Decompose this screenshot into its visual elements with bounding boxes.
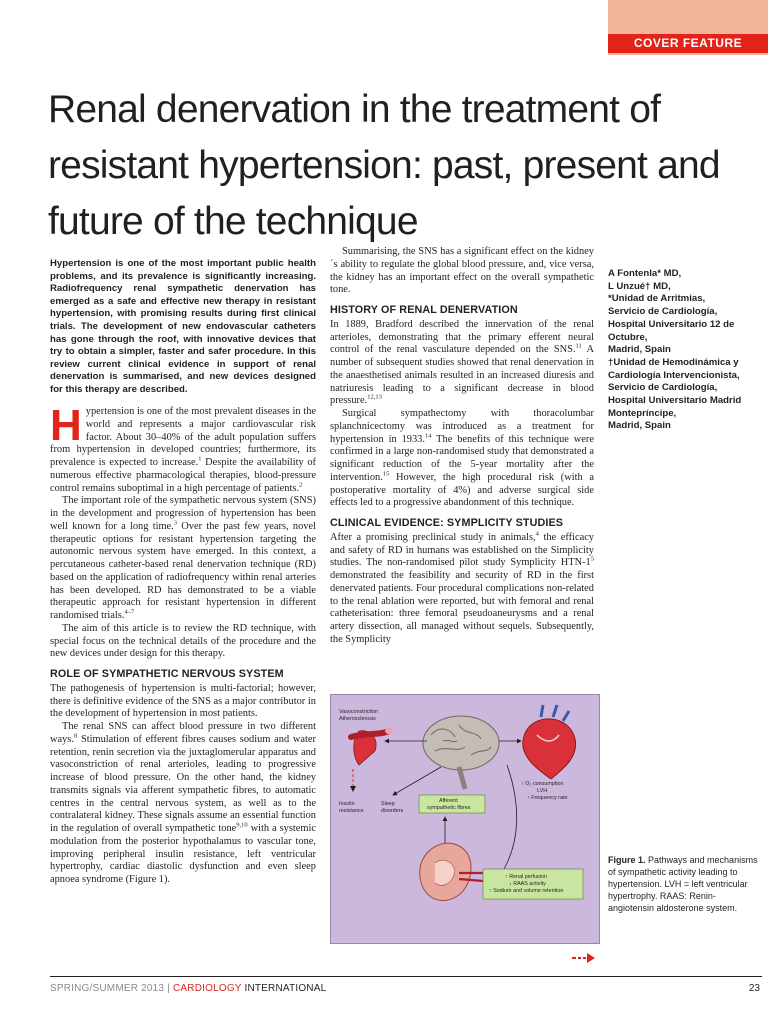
label-raas-activity: ↓ RAAS activity — [509, 881, 546, 887]
reference-marker: 4–7 — [124, 608, 135, 616]
reference-marker: 15 — [382, 470, 390, 478]
text-run: Surgical sympathectomy with thoracolumbar splanchnicectomy was introduced as a treatment for hypertension in 1933. — [330, 408, 594, 445]
summary-paragraph: Summarising, the SNS has a significant effect on the kidney´s ability to regulate the global blood pressure, and, vice versa, the kidney has an important effect on the overall sympathetic tone. — [330, 246, 594, 296]
drop-cap: H — [50, 401, 82, 450]
reference-marker: 1 — [198, 455, 202, 463]
caption-label: Figure 1. — [608, 855, 646, 865]
author-line: Servicio de Cardiología, — [608, 306, 718, 318]
reference-marker: 3 — [173, 519, 178, 527]
kidney-illustration — [420, 843, 483, 900]
history-paragraph-1 — [330, 319, 594, 408]
text-run: with a systemic modulation from the posterior hypothalamus to vascular tone, improving peripheral insulin resistance, left ventricular hypertrophy, cardiac diastolic dysfunction and even sleep apnoea syndrome (Figure 1). — [50, 823, 316, 885]
section-heading-clinical: CLINICAL EVIDENCE: SYMPLICITY STUDIES — [330, 517, 564, 529]
page-number: 23 — [748, 983, 760, 994]
reference-marker: 12,13 — [367, 393, 382, 401]
author-line: Hospital Universitario Madrid — [608, 395, 742, 407]
reference-marker: 2 — [299, 481, 303, 489]
section-heading-history: HISTORY OF RENAL DENERVATION — [330, 304, 518, 316]
author-line: Hospital Universitario 12 de — [608, 318, 735, 330]
brand-international: INTERNATIONAL — [241, 983, 327, 994]
label-resistance: resistance — [339, 808, 364, 814]
reference-marker: 5 — [590, 555, 594, 563]
footer-separator: | — [167, 983, 170, 994]
author-line: L Unzué† MD, — [608, 280, 671, 292]
artery-illustration — [351, 728, 393, 765]
author-affiliations — [608, 268, 758, 433]
figure-1 — [330, 694, 600, 944]
label-sleep: Sleep — [381, 801, 395, 807]
footer-rule — [50, 976, 762, 977]
text-run: The important role of the sympathetic nervous system (SNS) in the development and progression of hypertension has been well known for a long time. — [50, 495, 316, 532]
text-run: demonstrated the feasibility and security of RD in the first denervated patients. Four procedural complications non-related to the renal ablation were reported, but with femoral and renal catheterisation: three femoral pseudoaneurysms and a renal artery dissection, all managed without sequels. Subsequently, the Symplicity — [330, 570, 594, 645]
body-column-1 — [50, 401, 316, 887]
issue-label: SPRING/SUMMER 2013 — [50, 983, 165, 994]
author-line: Cardiología Intervencionista, — [608, 369, 740, 381]
reference-marker: 8 — [73, 732, 78, 740]
section-label: COVER FEATURE — [633, 36, 743, 50]
text-run: A number of subsequent studies showed that renal denervation in the anaesthetised animals resulted in an increased diuresis and natriuresis leading to a significant decrease in blood pressure. — [330, 344, 594, 407]
label-disorders: disorders — [381, 808, 404, 814]
author-line: *Unidad de Arritmias, — [608, 293, 706, 305]
continue-arrow-icon — [572, 952, 596, 964]
label-sodium-retention: ↑ Sodium and volume retention — [489, 888, 564, 894]
label-renal-perfusion: ↑ Renal perfusion — [505, 874, 547, 880]
text-run: the efficacy and safety of RD in humans was established on the Simplicity studies. The non-randomised pilot study Symplicity HTN-1 — [330, 531, 595, 569]
intro-paragraph-3: The aim of this article is to review the RD technique, with special focus on the technical details of the procedure and the new devices under design for this therapy. — [50, 622, 316, 660]
text-run: Despite the availability of numerous effective pharmacological therapies, blood-pressure control remains suboptimal in a high percentage of patients. — [50, 457, 316, 494]
author-line: Servicio de Cardiología, — [608, 382, 718, 394]
text-run: The renal SNS can affect blood pressure in two different ways. — [50, 721, 316, 745]
author-line: Madrid, Spain — [608, 344, 671, 356]
author-line: Octubre, — [608, 331, 648, 343]
text-run: In 1889, Bradford described the innervation of the renal arterioles, demonstrating that the primary efferent neural control of the renal vasculature depended on the SNS. — [330, 318, 594, 356]
label-atherosclerosis: Atherosclerosis — [339, 716, 376, 722]
heart-illustration — [523, 705, 576, 779]
sns-paragraph-1: The pathogenesis of hypertension is multi-factorial; however, there is definitive evidence of the SNS as a major contributor in the development of hypertension in most patients. — [50, 682, 316, 720]
figure-diagram — [331, 695, 599, 943]
reference-marker: 4 — [535, 530, 539, 538]
label-o2-consumption: ↑ O₂ consumption — [521, 781, 564, 787]
text-run: Stimulation of efferent fibres causes sodium and water retention, renin secretion via the juxtaglomerular apparatus and vasoconstriction of renal arterioles, leading to progressive increase of blood pressure. On the other hand, the kidney transmits signals via afferent sympathetic fibres, to automatic centres in the central nervous system, as well as to the contralateral kidney. These signals assume an essential function in the regulation of overall sympathetic tone — [50, 733, 316, 834]
reference-marker: 11 — [575, 342, 582, 350]
section-heading-sns: ROLE OF SYMPATHETIC NERVOUS SYSTEM — [50, 668, 284, 680]
author-line: A Fontenla* MD, — [608, 268, 682, 279]
author-line: †Unidad de Hemodinámica y — [608, 356, 739, 368]
text-run: Over the past few years, novel therapeutic options for resistant hypertension targeting the autonomic nervous system have emerged. In this context, a percutaneous catheter-based renal denervation technique (RD) based on the application of radiofrequency within renal arteries has been developed. RD has demonstrated to be a viable therapeutic approach for resistant hypertension in different randomised trials. — [50, 520, 316, 621]
history-paragraph-2 — [330, 408, 594, 510]
text-run: After a promising preclinical study in animals, — [330, 531, 536, 543]
label-vasoconstriction: Vasoconstriction — [339, 709, 379, 715]
text-run: However, the high procedural risk (with a postoperative mortality of 4%) and adverse surgical side effects led to a progressive abandonment of this technique. — [330, 471, 594, 509]
abstract: Hypertension is one of the most important public health problems, and its prevalence is significantly increasing. Radiofrequency renal sympathetic denervation has emerged as a safe and effective new therapy in resistant hypertension, with promising results during first clinical trials. The development of new endovascular catheters has gone through the roof, with innovative devices that try to obtain a simpler, faster and safer procedure. In this review current clinical evidence in support of renal denervation is summarised, and new devices designed for this therapy are described. — [50, 258, 316, 395]
label-lvh: LVH — [537, 788, 548, 794]
reference-marker: 9,10 — [236, 821, 248, 829]
sns-paragraph-2 — [50, 721, 316, 887]
intro-paragraph-1 — [50, 401, 316, 495]
text-run: The benefits of this technique were confirmed in a large non-randomised study that demonstrated a significant reduction of the 5-year mortality after the intervention. — [330, 433, 594, 483]
author-line: Madrid, Spain — [608, 420, 671, 432]
label-insulin: Insulin — [339, 801, 355, 807]
brand-cardiology: CARDIOLOGY — [173, 983, 242, 994]
text-run: ypertension is one of the most prevalent diseases in the world and represents a major cardiovascular risk factor. About 30–40% of the adult population suffers from hypertension in developed countries; furthermore, its prevalence is expected to increase. — [50, 406, 316, 468]
footer-issue — [50, 983, 326, 994]
caption-text: Pathways and mechanisms of sympathetic activity leading to hypertension. LVH = left ventricular hypertrophy. RAAS: Renin-angiotensin aldosterone system. — [608, 855, 758, 913]
label-afferent: Afferent — [439, 798, 458, 804]
intro-paragraph-2 — [50, 495, 316, 623]
reference-marker: 14 — [424, 432, 432, 440]
author-line: Montepríncipe, — [608, 407, 677, 419]
figure-caption — [608, 854, 758, 914]
body-column-2 — [330, 246, 594, 647]
brain-illustration — [423, 716, 499, 789]
label-frequency-rate: ↑ Frequency rate — [527, 795, 568, 801]
clinical-paragraph-1 — [330, 532, 594, 647]
label-sympathetic-fibres: sympathetic fibres — [427, 805, 471, 811]
article-title: Renal denervation in the treatment of resistant hypertension: past, present and future of the technique — [48, 88, 720, 243]
